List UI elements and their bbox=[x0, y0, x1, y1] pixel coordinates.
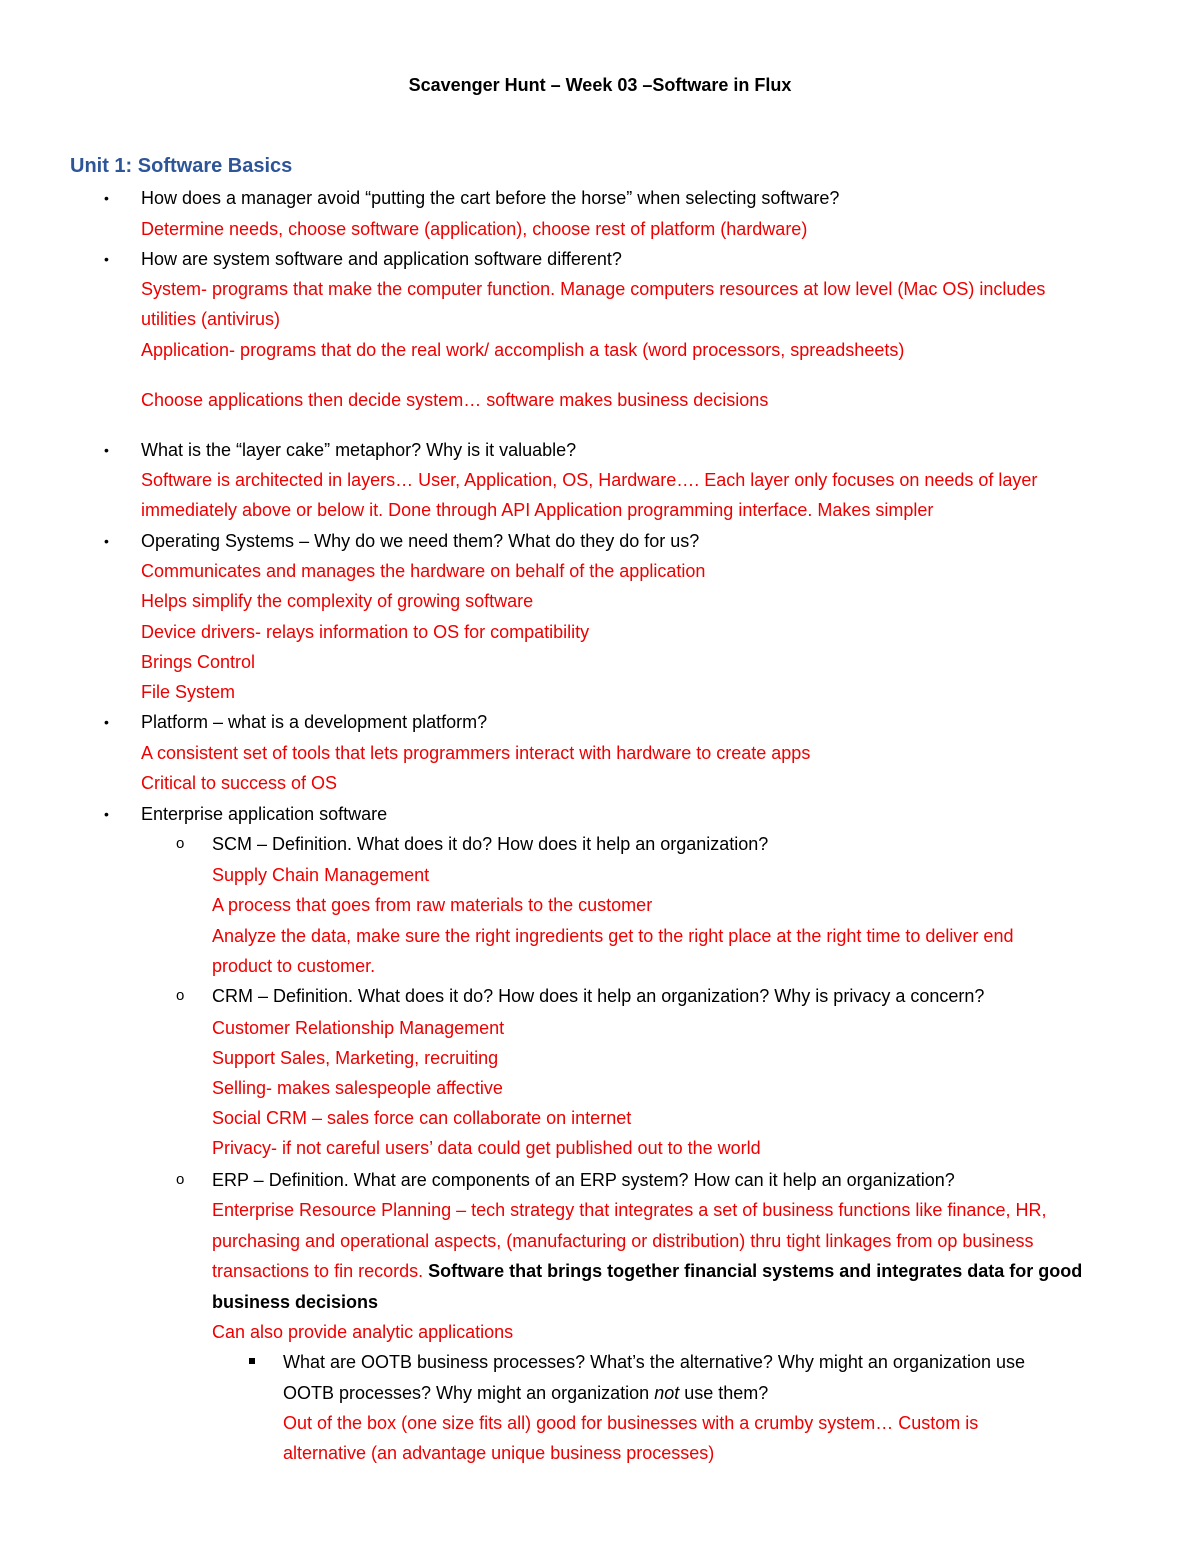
bold-answer-fragment: business decisions bbox=[212, 1292, 379, 1312]
answer-line: A consistent set of tools that lets programmers interact with hardware to create apps bbox=[141, 743, 811, 763]
answer-line: Communicates and manages the hardware on behalf of the application bbox=[141, 561, 706, 581]
question-system-vs-application: How are system software and application software different? bbox=[141, 249, 622, 269]
answer-line: Brings Control bbox=[141, 652, 256, 672]
bullet-marker: • bbox=[104, 190, 109, 206]
bullet-marker: • bbox=[104, 251, 109, 267]
answer-line: Enterprise Resource Planning – tech strategy that integrates a set of business functions like finance, HR, bbox=[212, 1200, 1047, 1220]
question-operating-systems: Operating Systems – Why do we need them? What do they do for us? bbox=[141, 531, 700, 551]
answer-line: Can also provide analytic applications bbox=[212, 1322, 514, 1342]
answer-fragment: transactions to fin records. bbox=[212, 1261, 424, 1281]
page-title: Scavenger Hunt – Week 03 –Software in Flux bbox=[408, 75, 792, 95]
answer-line: Social CRM – sales force can collaborate on internet bbox=[212, 1108, 632, 1128]
answer-line: System- programs that make the computer function. Manage computers resources at low level (Mac OS) includes bbox=[141, 279, 1046, 299]
answer-line: A process that goes from raw materials to the customer bbox=[212, 895, 653, 915]
answer-line: Support Sales, Marketing, recruiting bbox=[212, 1048, 499, 1068]
answer-line: Helps simplify the complexity of growing software bbox=[141, 591, 534, 611]
square-bullet-icon bbox=[249, 1358, 255, 1364]
text-fragment: use them? bbox=[684, 1383, 769, 1403]
answer-line: Out of the box (one size fits all) good for businesses with a crumby system… Custom is bbox=[283, 1413, 979, 1433]
bullet-marker: • bbox=[104, 806, 109, 822]
answer-line: Analyze the data, make sure the right ingredients get to the right place at the right time to deliver end bbox=[212, 926, 1014, 946]
answer-line: utilities (antivirus) bbox=[141, 309, 281, 329]
answer-line: alternative (an advantage unique business processes) bbox=[283, 1443, 715, 1463]
answer-line: Privacy- if not careful users’ data could get published out to the world bbox=[212, 1138, 761, 1158]
question-erp: ERP – Definition. What are components of an ERP system? How can it help an organization? bbox=[212, 1170, 955, 1190]
question-development-platform: Platform – what is a development platform? bbox=[141, 712, 488, 732]
bullet-marker: • bbox=[104, 533, 109, 549]
question-cart-horse: How does a manager avoid “putting the cart before the horse” when selecting software? bbox=[141, 188, 840, 208]
bullet-marker: • bbox=[104, 442, 109, 458]
answer-line: Selling- makes salespeople affective bbox=[212, 1078, 503, 1098]
sub-bullet-marker: o bbox=[176, 835, 185, 852]
answer-line: Determine needs, choose software (application), choose rest of platform (hardware) bbox=[141, 219, 808, 239]
answer-line: purchasing and operational aspects, (manufacturing or distribution) thru tight linkages from op business bbox=[212, 1231, 1034, 1251]
question-scm: SCM – Definition. What does it do? How does it help an organization? bbox=[212, 834, 769, 854]
text-fragment: OOTB processes? Why might an organization bbox=[283, 1383, 650, 1403]
answer-line: Critical to success of OS bbox=[141, 773, 338, 793]
bullet-marker: • bbox=[104, 714, 109, 730]
emphasis-fragment: not bbox=[654, 1383, 680, 1403]
answer-line: Choose applications then decide system… software makes business decisions bbox=[141, 390, 769, 410]
answer-line: product to customer. bbox=[212, 956, 376, 976]
answer-line-bold bbox=[212, 1290, 378, 1314]
question-ootb-continued bbox=[283, 1381, 768, 1405]
question-crm: CRM – Definition. What does it do? How does it help an organization? Why is privacy a concern? bbox=[212, 986, 985, 1006]
question-enterprise-software: Enterprise application software bbox=[141, 804, 388, 824]
answer-line-mixed bbox=[212, 1259, 1082, 1283]
answer-line: Customer Relationship Management bbox=[212, 1018, 505, 1038]
answer-line: File System bbox=[141, 682, 236, 702]
sub-bullet-marker: o bbox=[176, 1171, 185, 1188]
question-layer-cake: What is the “layer cake” metaphor? Why is it valuable? bbox=[141, 440, 577, 460]
answer-line: Device drivers- relays information to OS for compatibility bbox=[141, 622, 590, 642]
sub-bullet-marker: o bbox=[176, 987, 185, 1004]
answer-line: immediately above or below it. Done through API Application programming interface. Makes simpler bbox=[141, 500, 934, 520]
answer-line: Application- programs that do the real work/ accomplish a task (word processors, spreadsheets) bbox=[141, 340, 905, 360]
question-ootb: What are OOTB business processes? What’s the alternative? Why might an organization use bbox=[283, 1352, 1026, 1372]
answer-line: Software is architected in layers… User, Application, OS, Hardware…. Each layer only focuses on needs of layer bbox=[141, 470, 1038, 490]
answer-line: Supply Chain Management bbox=[212, 865, 430, 885]
bold-answer-fragment: Software that brings together financial systems and integrates data for good bbox=[428, 1261, 1083, 1281]
unit-heading: Unit 1: Software Basics bbox=[70, 155, 293, 177]
